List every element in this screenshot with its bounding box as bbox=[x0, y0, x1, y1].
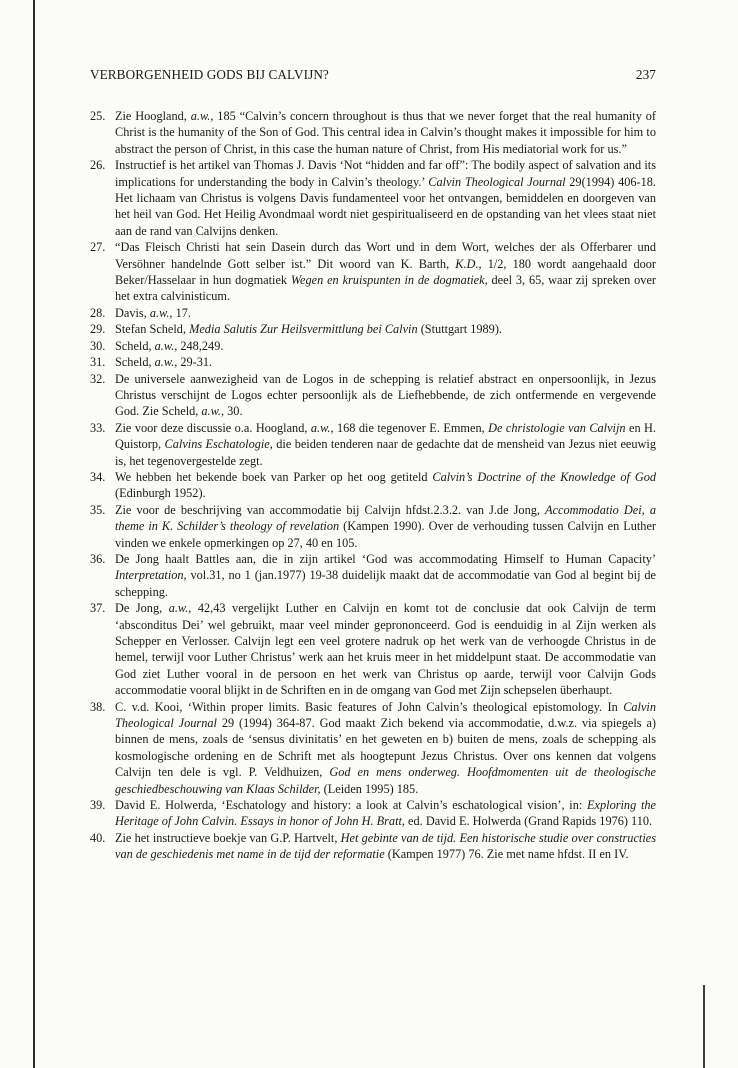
footnote-number: 38. bbox=[90, 699, 106, 714]
footnote bbox=[90, 469, 656, 502]
footnote-number: 28. bbox=[90, 305, 106, 320]
footnote bbox=[90, 502, 656, 551]
footnote-text-segment: deel 3, 65, waar zij spreken over het extra calvinisticum. bbox=[115, 273, 657, 304]
footnote-italic-segment: Exploring the Heritage of John Calvin. Essays in honor of John H. Bratt, bbox=[115, 798, 657, 829]
footnote-italic-segment: Het gebinte van de tijd. Een historische studie over constructies van de geschiedenis met name in de tijd der reformatie bbox=[115, 830, 656, 862]
footnote-text bbox=[115, 600, 656, 698]
footnote bbox=[90, 354, 656, 370]
footnote bbox=[90, 321, 656, 337]
footnote-italic-segment: a.w., bbox=[168, 601, 192, 616]
footnotes-list bbox=[90, 108, 656, 863]
footnote bbox=[90, 371, 656, 420]
footnote bbox=[90, 305, 656, 321]
footnote-text-segment: (Edinburgh 1952). bbox=[115, 486, 206, 501]
footnote-text-segment: 29 (1994) 364-87. God maakt Zich bekend via accommodatie, d.w.z. via spiegels a) binnen de mens, zoals de ‘sensus divinitatis’ en het geweten en b) buiten de mens, zoals de schepping als kosmologische ordening en de Schrift met als hoogtepunt Jezus Christus. Over ons kennen dat volgens Calvijn ten dele is vgl. P. Veldhuizen, bbox=[115, 716, 656, 780]
footnote-italic-segment: a.w., bbox=[201, 404, 225, 419]
footnote-text bbox=[115, 797, 656, 830]
footnote-text bbox=[115, 699, 656, 797]
footnote-number: 32. bbox=[90, 371, 106, 386]
footnote-italic-segment: a.w., bbox=[154, 338, 178, 353]
footnote-text bbox=[115, 305, 656, 321]
footnote-text bbox=[115, 321, 656, 337]
scan-right-edge bbox=[703, 985, 705, 1068]
footnote-text-segment: (Kampen 1990). Over de verhouding tussen Calvijn en Luther vinden we enkele opmerkingen op 27, 40 en 105. bbox=[115, 519, 656, 550]
running-title: VERBORGENHEID GODS BIJ CALVIJN? bbox=[90, 67, 329, 82]
footnote-text-segment: (Leiden 1995) 185. bbox=[320, 781, 419, 796]
footnote-italic-segment: De christologie van Calvijn bbox=[488, 420, 626, 435]
footnote-text-segment: We hebben het bekende boek van Parker op het oog getiteld bbox=[115, 469, 433, 484]
footnote bbox=[90, 830, 656, 863]
footnote-text-segment: Zie voor deze discussie o.a. Hoogland, bbox=[115, 420, 311, 435]
footnote-text-segment: en H. Quistorp, bbox=[115, 420, 656, 452]
footnote-text bbox=[115, 157, 656, 239]
footnote-text-segment: die beiden tenderen naar de gedachte dat de mensheid van Jezus niet eeuwig is, het tegenovergestelde zegt. bbox=[115, 437, 656, 468]
footnote-text bbox=[115, 108, 656, 157]
footnote-number: 36. bbox=[90, 551, 106, 566]
footnote-text-segment: Stefan Scheld, bbox=[115, 322, 190, 337]
footnote-italic-segment: Calvins Eschatologie, bbox=[164, 437, 273, 452]
footnote-text-segment: Scheld, bbox=[115, 338, 155, 353]
footnote-text bbox=[115, 371, 656, 420]
footnote bbox=[90, 157, 656, 239]
footnote-italic-segment: K.D., bbox=[455, 256, 482, 271]
footnote-text bbox=[115, 354, 656, 370]
footnote-italic-segment: a.w., bbox=[149, 305, 173, 320]
footnote-italic-segment: a.w., bbox=[154, 355, 178, 370]
footnote-text-segment: Zie Hoogland, bbox=[115, 109, 191, 123]
footnote-text-segment: De universele aanwezigheid van de Logos in de schepping is relatief abstract en onpersoonlijk, in Jezus Christus verschijnt de Logos echter persoonlijk als de Liefhebbende, de zich ontfermende en vergevende God. Zie Scheld, bbox=[115, 371, 656, 419]
footnote-text-segment: Zie het instructieve boekje van G.P. Hartvelt, bbox=[115, 830, 341, 845]
footnote-italic-segment: God en mens onderweg. Hoofdmomenten uit de theologische geschiedbeschouwing van Klaas Schilder, bbox=[115, 765, 656, 796]
footnote-text-segment: (Kampen 1977) 76. Zie met name hfdst. II en IV. bbox=[384, 847, 629, 862]
footnote-text-segment: David E. Holwerda, ‘Eschatology and history: a look at Calvin’s eschatological vision’, in: bbox=[115, 798, 588, 813]
page-number: 237 bbox=[635, 67, 656, 82]
footnote-number: 27. bbox=[90, 240, 106, 255]
footnote-italic-segment: Media Salutis Zur Heilsvermittlung bei Calvin bbox=[189, 322, 418, 337]
footnote-text-segment: 248,249. bbox=[177, 338, 224, 353]
footnote bbox=[90, 699, 656, 797]
footnote-number: 30. bbox=[90, 338, 106, 353]
footnote-text bbox=[115, 239, 656, 305]
footnote-text-segment: Scheld, bbox=[115, 355, 155, 370]
footnote-italic-segment: a.w., bbox=[310, 420, 334, 435]
footnote-italic-segment: Calvin Theological Journal bbox=[115, 699, 656, 731]
footnote-text bbox=[115, 830, 656, 863]
footnote-text bbox=[115, 469, 656, 502]
footnote-italic-segment: Wegen en kruispunten in de dogmatiek, bbox=[290, 273, 488, 288]
footnote-text-segment: De Jong, bbox=[115, 601, 169, 616]
footnote-text-segment: 185 “Calvin’s concern throughout is thus that we never forget that the real humanity of Christ is the humanity of the Son of God. This central idea in Calvin’s thought makes it impossible for him to abstract the person of Christ, in this case the human nature of Christ, from His mediatorial work for us.” bbox=[115, 109, 656, 156]
footnote-text bbox=[115, 551, 656, 600]
footnote-text-segment: 17. bbox=[172, 305, 191, 320]
footnote-number: 29. bbox=[90, 322, 106, 337]
footnote-number: 35. bbox=[90, 502, 106, 517]
footnote-italic-segment: Calvin Theological Journal bbox=[428, 174, 566, 189]
footnote-text-segment: C. v.d. Kooi, ‘Within proper limits. Basic features of John Calvin’s theological epistomology. In bbox=[115, 699, 624, 714]
footnote-text bbox=[115, 502, 656, 551]
footnote-text-segment: “Das Fleisch Christi hat sein Dasein durch das Wort und in dem Wort, welches der als Offerbarer und Versöhner handelnde Gott selber ist.” Dit woord van K. Barth, bbox=[115, 240, 656, 271]
footnote-text-segment: Zie voor de beschrijving van accommodatie bij Calvijn hfdst.2.3.2. van J.de Jong, bbox=[115, 502, 546, 517]
footnote-number: 37. bbox=[90, 601, 106, 616]
footnote-number: 34. bbox=[90, 469, 106, 484]
footnote-text-segment: vol.31, no 1 (jan.1977) 19-38 duidelijk maakt dat de accommodatie van God al begint bij de schepping. bbox=[115, 568, 656, 599]
footnote-text bbox=[115, 420, 656, 469]
footnote-text bbox=[115, 338, 656, 354]
footnote-number: 25. bbox=[90, 109, 106, 123]
footnote bbox=[90, 108, 656, 157]
footnote-italic-segment: Interpretation, bbox=[115, 568, 187, 583]
footnote-text-segment: ed. David E. Holwerda (Grand Rapids 1976) 110. bbox=[404, 814, 653, 829]
footnote bbox=[90, 239, 656, 305]
footnote bbox=[90, 420, 656, 469]
footnote-number: 31. bbox=[90, 355, 106, 370]
footnote-italic-segment: Calvin’s Doctrine of the Knowledge of God bbox=[432, 469, 657, 484]
footnote bbox=[90, 551, 656, 600]
footnote bbox=[90, 797, 656, 830]
footnote-text-segment: 29-31. bbox=[177, 355, 213, 370]
footnote-text-segment: 29(1994) 406-18. Het lichaam van Christus is volgens Davis fundamenteel voor het ontvangen, bemiddelen en doorgeven van het heil van God. Het Heilig Avondmaal wordt niet gespiritualiseerd en de opstanding van het vlees staat niet aan de rand van Calvijns denken. bbox=[115, 174, 656, 238]
footnote-text-segment: 30. bbox=[224, 404, 243, 419]
footnote-italic-segment: Accommodatio Dei, a theme in K. Schilder’s theology of revelation bbox=[115, 502, 657, 534]
footnote bbox=[90, 600, 656, 698]
footnote-number: 26. bbox=[90, 158, 106, 173]
footnote-text-segment: 42,43 vergelijkt Luther en Calvijn en komt tot de conclusie dat ook Calvijn de term ‘absconditus Dei’ wel gebruikt, maar veel minder geprononceerd. God is eenduidig in al Zijn werken als Schepper en Verlosser. Calvijn legt een veel grotere nadruk op het werk van de verhoogde Christus in de hemel, terwijl voor Luther Christus’ werk aan het kruis meer in het middelpunt staat. De accommodatie van God ziet Luther vooral in de persoon en het werk van Christus op aarde, terwijl voor Calvijn Gods accommodatie vooral blijkt in de Schriften en in de omgang van God met Zijn schepselen überhaupt. bbox=[115, 601, 657, 698]
footnote-text-segment: 1/2, 180 wordt aangehaald door Beker/Hasselaar in hun dogmatiek bbox=[115, 256, 656, 288]
footnote-number: 39. bbox=[90, 798, 106, 813]
scan-left-edge bbox=[33, 0, 35, 1068]
footnote-number: 40. bbox=[90, 830, 106, 845]
footnote-text-segment: Instructief is het artikel van Thomas J. Davis ‘Not “hidden and far off”: The bodily aspect of salvation and its implications for understanding the body in Calvin’s theology.’ bbox=[115, 158, 656, 189]
footnote-text-segment: 168 die tegenover E. Emmen, bbox=[333, 420, 489, 435]
footnote-italic-segment: a.w., bbox=[190, 109, 214, 123]
footnote-text-segment: (Stuttgart 1989). bbox=[417, 322, 502, 337]
footnote-text-segment: De Jong haalt Battles aan, die in zijn artikel ‘God was accommodating Himself to Human Capacity’ bbox=[115, 551, 656, 566]
footnote bbox=[90, 338, 656, 354]
footnote-number: 33. bbox=[90, 420, 106, 435]
footnote-text-segment: Davis, bbox=[115, 305, 150, 320]
